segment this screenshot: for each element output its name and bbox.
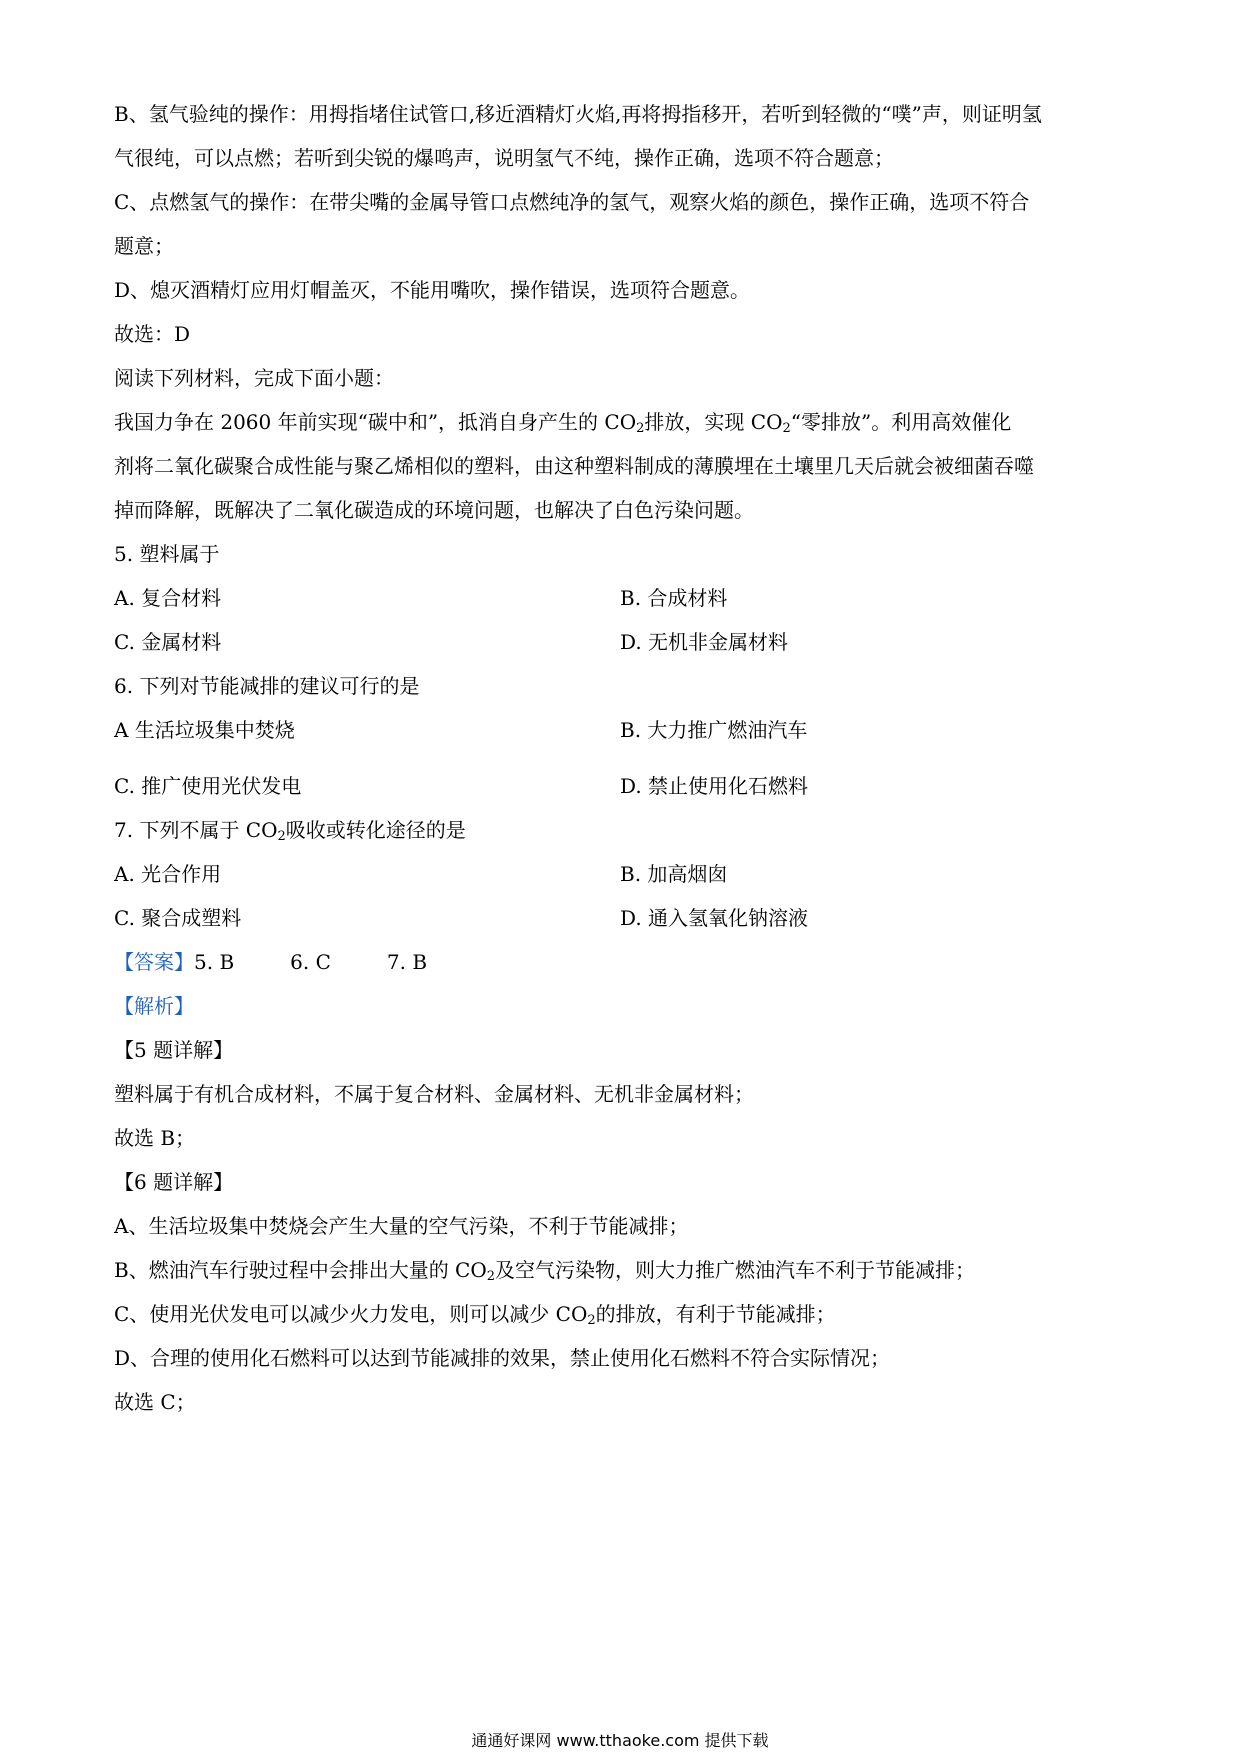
detail-6-line-c: C、使用光伏发电可以减少火力发电，则可以减少 $CO_2$的排放，有利于节能减排； xyxy=(114,1302,836,1328)
question-5-option-d: D. 无机非金属材料 xyxy=(620,630,789,654)
prev-option-c-line1: C、点燃氢气的操作：在带尖嘴的金属导管口点燃纯净的氢气，观察火焰的颜色，操作正确，选项不符合 xyxy=(114,190,1030,214)
answer-7: 7. B xyxy=(386,950,428,974)
detail-6-line-a: A、生活垃圾集中焚烧会产生大量的空气污染，不利于节能减排； xyxy=(114,1214,689,1238)
question-7-stem: 7. 下列不属于 $CO_2$吸收或转化途径的是 xyxy=(114,818,466,844)
question-7-option-d: D. 通入氢氧化钠溶液 xyxy=(620,906,809,930)
answer-6: 6. C xyxy=(290,950,331,974)
answer-5: 5. B xyxy=(194,950,235,974)
question-5-option-b: B. 合成材料 xyxy=(620,586,728,610)
material-paragraph-line1: 我国力争在 2060 年前实现“碳中和”，抵消自身产生的 $CO_2$排放，实现 $CO_2“$零排放”。利用高效催化 xyxy=(114,410,1012,436)
prev-option-b-line1: B、氢气验纯的操作：用拇指堵住试管口,移近酒精灯火焰,再将拇指移开，若听到轻微的“噗”声，则证明氢 xyxy=(114,102,1042,126)
question-5-stem: 5. 塑料属于 xyxy=(114,542,220,566)
answer-line xyxy=(114,948,427,976)
question-6-stem: 6. 下列对节能减排的建议可行的是 xyxy=(114,674,420,698)
detail-6-line-b: B、燃油汽车行驶过程中会排出大量的 $CO_2$及空气污染物，则大力推广燃油汽车不利于节能减排； xyxy=(114,1258,976,1284)
question-7-option-b: B. 加高烟囱 xyxy=(620,862,728,886)
question-7-option-c: C. 聚合成塑料 xyxy=(114,906,242,930)
material-intro: 阅读下列材料，完成下面小题： xyxy=(114,366,394,390)
material-paragraph-line3: 掉而降解，既解决了二氧化碳造成的环境问题，也解决了白色污染问题。 xyxy=(114,498,754,522)
prev-option-d: D、熄灭酒精灯应用灯帽盖灭，不能用嘴吹，操作错误，选项符合题意。 xyxy=(114,278,751,302)
detail-6-line-d: D、合理的使用化石燃料可以达到节能减排的效果，禁止使用化石燃料不符合实际情况； xyxy=(114,1346,891,1370)
detail-5-answer: 故选 B； xyxy=(114,1126,196,1150)
prev-option-c-line2: 题意； xyxy=(114,234,174,258)
page-footer: 通通好课网 www.tthaoke.com 提供下载 xyxy=(471,1731,769,1750)
question-5-option-a: A. 复合材料 xyxy=(114,586,222,610)
question-6-option-c: C. 推广使用光伏发电 xyxy=(114,774,302,798)
answer-label: 【答案】 xyxy=(114,950,194,974)
question-6-option-a: A 生活垃圾集中焚烧 xyxy=(114,718,295,742)
question-7-option-a: A. 光合作用 xyxy=(114,862,222,886)
prev-answer: 故选：D xyxy=(114,322,191,346)
detail-6-heading: 【6 题详解】 xyxy=(114,1170,234,1194)
detail-6-answer: 故选 C； xyxy=(114,1390,196,1414)
question-5-option-c: C. 金属材料 xyxy=(114,630,222,654)
detail-5-heading: 【5 题详解】 xyxy=(114,1038,234,1062)
material-paragraph-line2: 剂将二氧化碳聚合成性能与聚乙烯相似的塑料，由这种塑料制成的薄膜埋在土壤里几天后就会被细菌吞噬 xyxy=(114,454,1034,478)
analysis-label: 【解析】 xyxy=(114,994,194,1018)
detail-5-text: 塑料属于有机合成材料，不属于复合材料、金属材料、无机非金属材料； xyxy=(114,1082,754,1106)
question-6-option-b: B. 大力推广燃油汽车 xyxy=(620,718,808,742)
prev-option-b-line2: 气很纯，可以点燃；若听到尖锐的爆鸣声，说明氢气不纯，操作正确，选项不符合题意； xyxy=(114,146,894,170)
question-6-option-d: D. 禁止使用化石燃料 xyxy=(620,774,809,798)
